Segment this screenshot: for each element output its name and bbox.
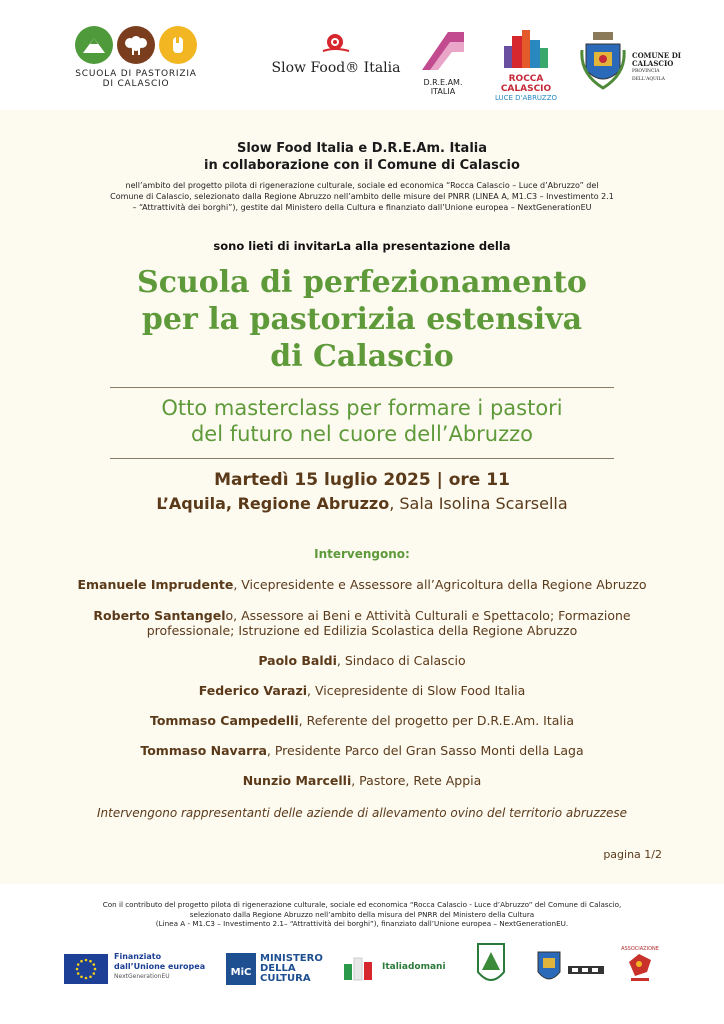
- event-title: [30, 264, 694, 375]
- dream-line1: D.R.E.AM.: [423, 78, 463, 87]
- speaker-role: , Pastore, Rete Appia: [351, 773, 482, 788]
- event-date: Martedì 15 luglio 2025 | ore 11: [214, 470, 510, 490]
- rocca-title: ROCCA CALASCIO: [500, 74, 552, 94]
- organizers: [30, 140, 694, 174]
- italia-domani-mark-icon: [342, 954, 378, 984]
- ministero-cultura-logo: [226, 953, 322, 985]
- eu-flag-icon: [64, 954, 108, 984]
- closing-note: Intervengono rappresentanti delle aziende di allevamento ovino del territorio abruzzese: [97, 806, 627, 820]
- italia-domani-logo: [342, 954, 452, 984]
- comune-calascio-logo: [580, 30, 690, 94]
- scuola-pastorizia-logo: [72, 26, 200, 89]
- associazione-text: ASSOCIAZIONE: [621, 946, 659, 952]
- speaker-role: , Presidente Parco del Gran Sasso Monti della Laga: [266, 743, 584, 758]
- header-logos: [0, 0, 724, 110]
- speaker-name: Roberto Santangel: [93, 608, 226, 623]
- event-place-city: L’Aquila, Regione Abruzzo: [156, 494, 390, 513]
- mic-line3: CULTURA: [260, 973, 311, 984]
- rocca-subtitle: LUCE D'ABRUZZO: [494, 94, 558, 102]
- funding-line2: selezionato dalla Regione Abruzzo nell’ambito della misura del PNRR del Ministero della Cultura: [189, 909, 535, 919]
- speaker-role: , Vicepresidente di Slow Food Italia: [307, 683, 526, 698]
- divider-bottom: [110, 458, 614, 459]
- mic-line2: DELLA: [260, 963, 296, 974]
- subtitle-line1: Otto masterclass per formare i pastori: [161, 396, 563, 420]
- speaker-name: Nunzio Marcelli: [242, 773, 352, 788]
- rocca-calascio-logo: [486, 26, 566, 102]
- speaker-name: Emanuele Imprudente: [77, 577, 234, 592]
- funding-line3: (Linea A - M1.C3 – Investimento 2.1– “Attrattività dei borghi”), finanziato dall’Unione europea – NextGenerationEU.: [155, 919, 569, 928]
- eu-line1: Finanziato: [114, 952, 162, 961]
- funding-logos: [64, 940, 674, 994]
- event-place-room: , Sala Isolina Scarsella: [389, 494, 568, 513]
- title-line3: di Calascio: [270, 339, 454, 374]
- snail-icon: [319, 32, 353, 54]
- subtitle-line2: del futuro nel cuore dell’Abruzzo: [190, 422, 534, 446]
- speaker-name: Paolo Baldi: [258, 653, 337, 668]
- eu-funding-text: [114, 952, 205, 982]
- dream-logo: [414, 30, 472, 96]
- associazione-logo: [620, 946, 660, 988]
- event-subtitle: [30, 395, 694, 447]
- mic-emblem-icon: [226, 953, 256, 985]
- slow-food-text: Slow Food® Italia: [271, 60, 401, 76]
- organizers-line1: Slow Food Italia e D.R.E.Am. Italia: [236, 141, 488, 156]
- dream-mark-icon: [418, 30, 468, 72]
- comune-shield-icon: [534, 948, 564, 992]
- italia-domani-text: Italiadomani: [382, 962, 446, 972]
- funding-line1: Con il contributo del progetto pilota di rigenerazione culturale, sociale ed economica “Rocca Calascio - Luce d’Abruzzo” del Comune di Calascio,: [102, 900, 622, 909]
- invite-line: sono lieti di invitarLa alla presentazione della: [213, 239, 511, 253]
- speaker-item: [70, 608, 654, 638]
- speaker-item: [40, 773, 684, 788]
- speaker-item: [40, 743, 684, 758]
- castle-icon: [498, 26, 554, 70]
- associazione-emblem-icon: [625, 952, 655, 984]
- scuola-line2: DI CALASCIO: [102, 79, 170, 89]
- speaker-name: Tommaso Campedelli: [149, 713, 299, 728]
- title-line2: per la pastorizia estensiva: [141, 302, 583, 337]
- speakers-heading: Intervengono:: [314, 547, 410, 561]
- footer: [0, 884, 724, 1024]
- speaker-item: [40, 713, 684, 728]
- parco-logo-icon: [568, 964, 604, 976]
- invitation-body: [0, 110, 724, 884]
- sheep-icon: [117, 26, 155, 64]
- slow-food-logo: [270, 32, 402, 76]
- title-line1: Scuola di perfezionamento: [137, 265, 587, 300]
- comune-line3: PROVINCIA DELL'AQUILA: [632, 69, 665, 82]
- mountain-icon: [75, 26, 113, 64]
- eu-line3: NextGenerationEU: [114, 973, 170, 980]
- speaker-item: [40, 683, 684, 698]
- regione-shield-icon: [476, 942, 506, 986]
- speaker-role: , Sindaco di Calascio: [336, 653, 466, 668]
- funding-note: [60, 900, 664, 929]
- speaker-role: , Referente del progetto per D.R.E.Am. Italia: [298, 713, 575, 728]
- organizers-line2: in collaborazione con il Comune di Calascio: [204, 158, 520, 173]
- coat-of-arms-icon: [580, 30, 626, 92]
- scuola-line1: SCUOLA DI PASTORIZIA: [75, 69, 197, 79]
- event-place: [30, 494, 694, 513]
- dream-line2: ITALIA: [430, 87, 456, 96]
- speaker-item: [40, 653, 684, 668]
- shepherd-hand-icon: [159, 26, 197, 64]
- mic-line1: MINISTERO: [260, 953, 323, 964]
- project-context: nell’ambito del progetto pilota di rigenerazione culturale, sociale ed economica “Rocca Calascio – Luce d’Abruzzo” del Comune di Calascio, selezionato dalla Regione Abruzzo nell’ambito delle misure del PNRR (LINEA A, M1.C3 – Investimento 2.1 – “Attrattività dei borghi”), gestite dal Ministero della Cultura e finanziato dall’Unione europea – NextGenerationEU: [110, 181, 614, 212]
- speaker-role: o, Assessore ai Beni e Attività Culturali e Spettacolo; Formazione professionale; Istruzione ed Edilizia Scolastica della Regione Abruzzo: [146, 608, 631, 638]
- speaker-item: [40, 577, 684, 592]
- speaker-name: Tommaso Navarra: [140, 743, 267, 758]
- comune-line1: COMUNE DI: [632, 51, 682, 60]
- eu-line2: dall’Unione europea: [114, 962, 206, 971]
- speaker-name: Federico Varazi: [198, 683, 308, 698]
- divider-top: [110, 387, 614, 388]
- speaker-role: , Vicepresidente e Assessore all’Agricoltura della Regione Abruzzo: [233, 577, 647, 592]
- page-number: pagina 1/2: [603, 848, 662, 861]
- comune-line2: CALASCIO: [632, 59, 674, 68]
- svg-text:MiC: MiC: [230, 967, 252, 978]
